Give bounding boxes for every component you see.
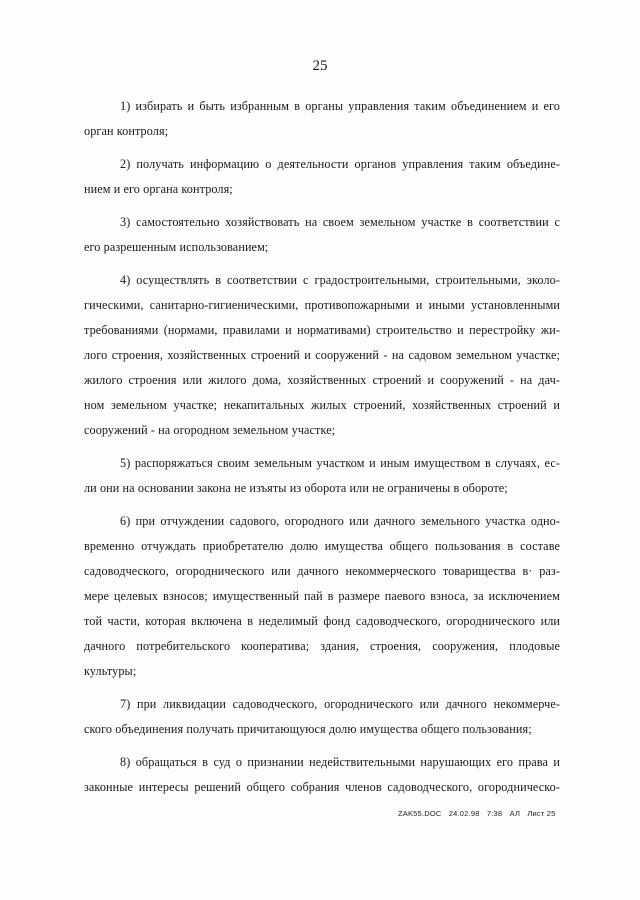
text-line: законные интересы решений общего собрания членов садоводческого, огородническо- (84, 780, 560, 794)
text-line: той части, которая включена в неделимый фонд садоводческого, огороднического или (84, 614, 560, 628)
text-line: жилого строения или жилого дома, хозяйственных строений и сооружений - на дач- (84, 373, 560, 387)
text-line: мере целевых взносов; имущественный пай в размере паевого взноса, за исключением (84, 589, 560, 603)
text-line: садоводческого, огороднического или дачного некоммерческого товарищества в· раз- (84, 564, 560, 578)
text-line: его разрешенным использованием; (84, 240, 269, 254)
text-line: 5) распоряжаться своим земельным участком и иным имуществом в случаях, ес- (120, 456, 560, 470)
footer-time: 7:38 (486, 809, 503, 818)
text-line: 6) при отчуждении садового, огородного или дачного земельного участка одно- (120, 514, 560, 528)
text-line: 1) избирать и быть избранным в органы управления таким объединением и его (120, 99, 560, 113)
paragraph-7 (84, 692, 560, 742)
paragraph-5 (84, 451, 560, 501)
text-line: ского объединения получать причитающуюся долю имущества общего пользования; (84, 722, 532, 736)
text-line: нием и его органа контроля; (84, 182, 233, 196)
paragraph-6 (84, 509, 560, 684)
footer-sheet: Лист 25 (527, 809, 556, 818)
footer-filename: ZAK55.DOC (398, 809, 442, 818)
paragraph-2 (84, 152, 560, 202)
text-line: ном земельном участке; некапитальных жилых строений, хозяйственных строений и (84, 398, 560, 412)
text-line: требованиями (нормами, правилами и нормативами) строительство и перестройку жи- (84, 323, 560, 337)
paragraph-8 (84, 750, 560, 800)
text-line: сооружений - на огородном земельном участке; (84, 423, 336, 437)
text-line: временно отчуждать приобретателю долю имущества общего пользования в составе (84, 539, 560, 553)
text-line: ли они на основании закона не изъяты из оборота или не ограничены в обороте; (84, 481, 508, 495)
text-line: 2) получать информацию о деятельности органов управления таким объедине- (120, 157, 560, 171)
paragraph-3 (84, 210, 560, 260)
text-line: дачного потребительского кооператива; здания, строения, сооружения, плодовые (84, 639, 560, 653)
text-line: 4) осуществлять в соответствии с градостроительными, строительными, эколо- (120, 273, 560, 287)
text-line: 7) при ликвидации садоводческого, огороднического или дачного некоммерче- (120, 697, 560, 711)
text-line: орган контроля; (84, 124, 169, 138)
body-text (84, 94, 560, 808)
footer-date: 24.02.98 (448, 809, 480, 818)
text-line: гическими, санитарно-гигиеническими, противопожарными и иными установленными (84, 298, 560, 312)
footer-initials: АЛ (509, 809, 521, 818)
text-line: 3) самостоятельно хозяйствовать на своем земельном участке в соответствии с (120, 215, 560, 229)
paragraph-1 (84, 94, 560, 144)
document-footer (398, 809, 561, 818)
text-line: лого строения, хозяйственных строений и сооружений - на садовом земельном участке; (84, 348, 560, 362)
paragraph-4 (84, 268, 560, 443)
text-line: 8) обращаться в суд о признании недействительными нарушающих его права и (120, 755, 560, 769)
page-number: 25 (312, 58, 328, 74)
text-line: культуры; (84, 664, 137, 678)
